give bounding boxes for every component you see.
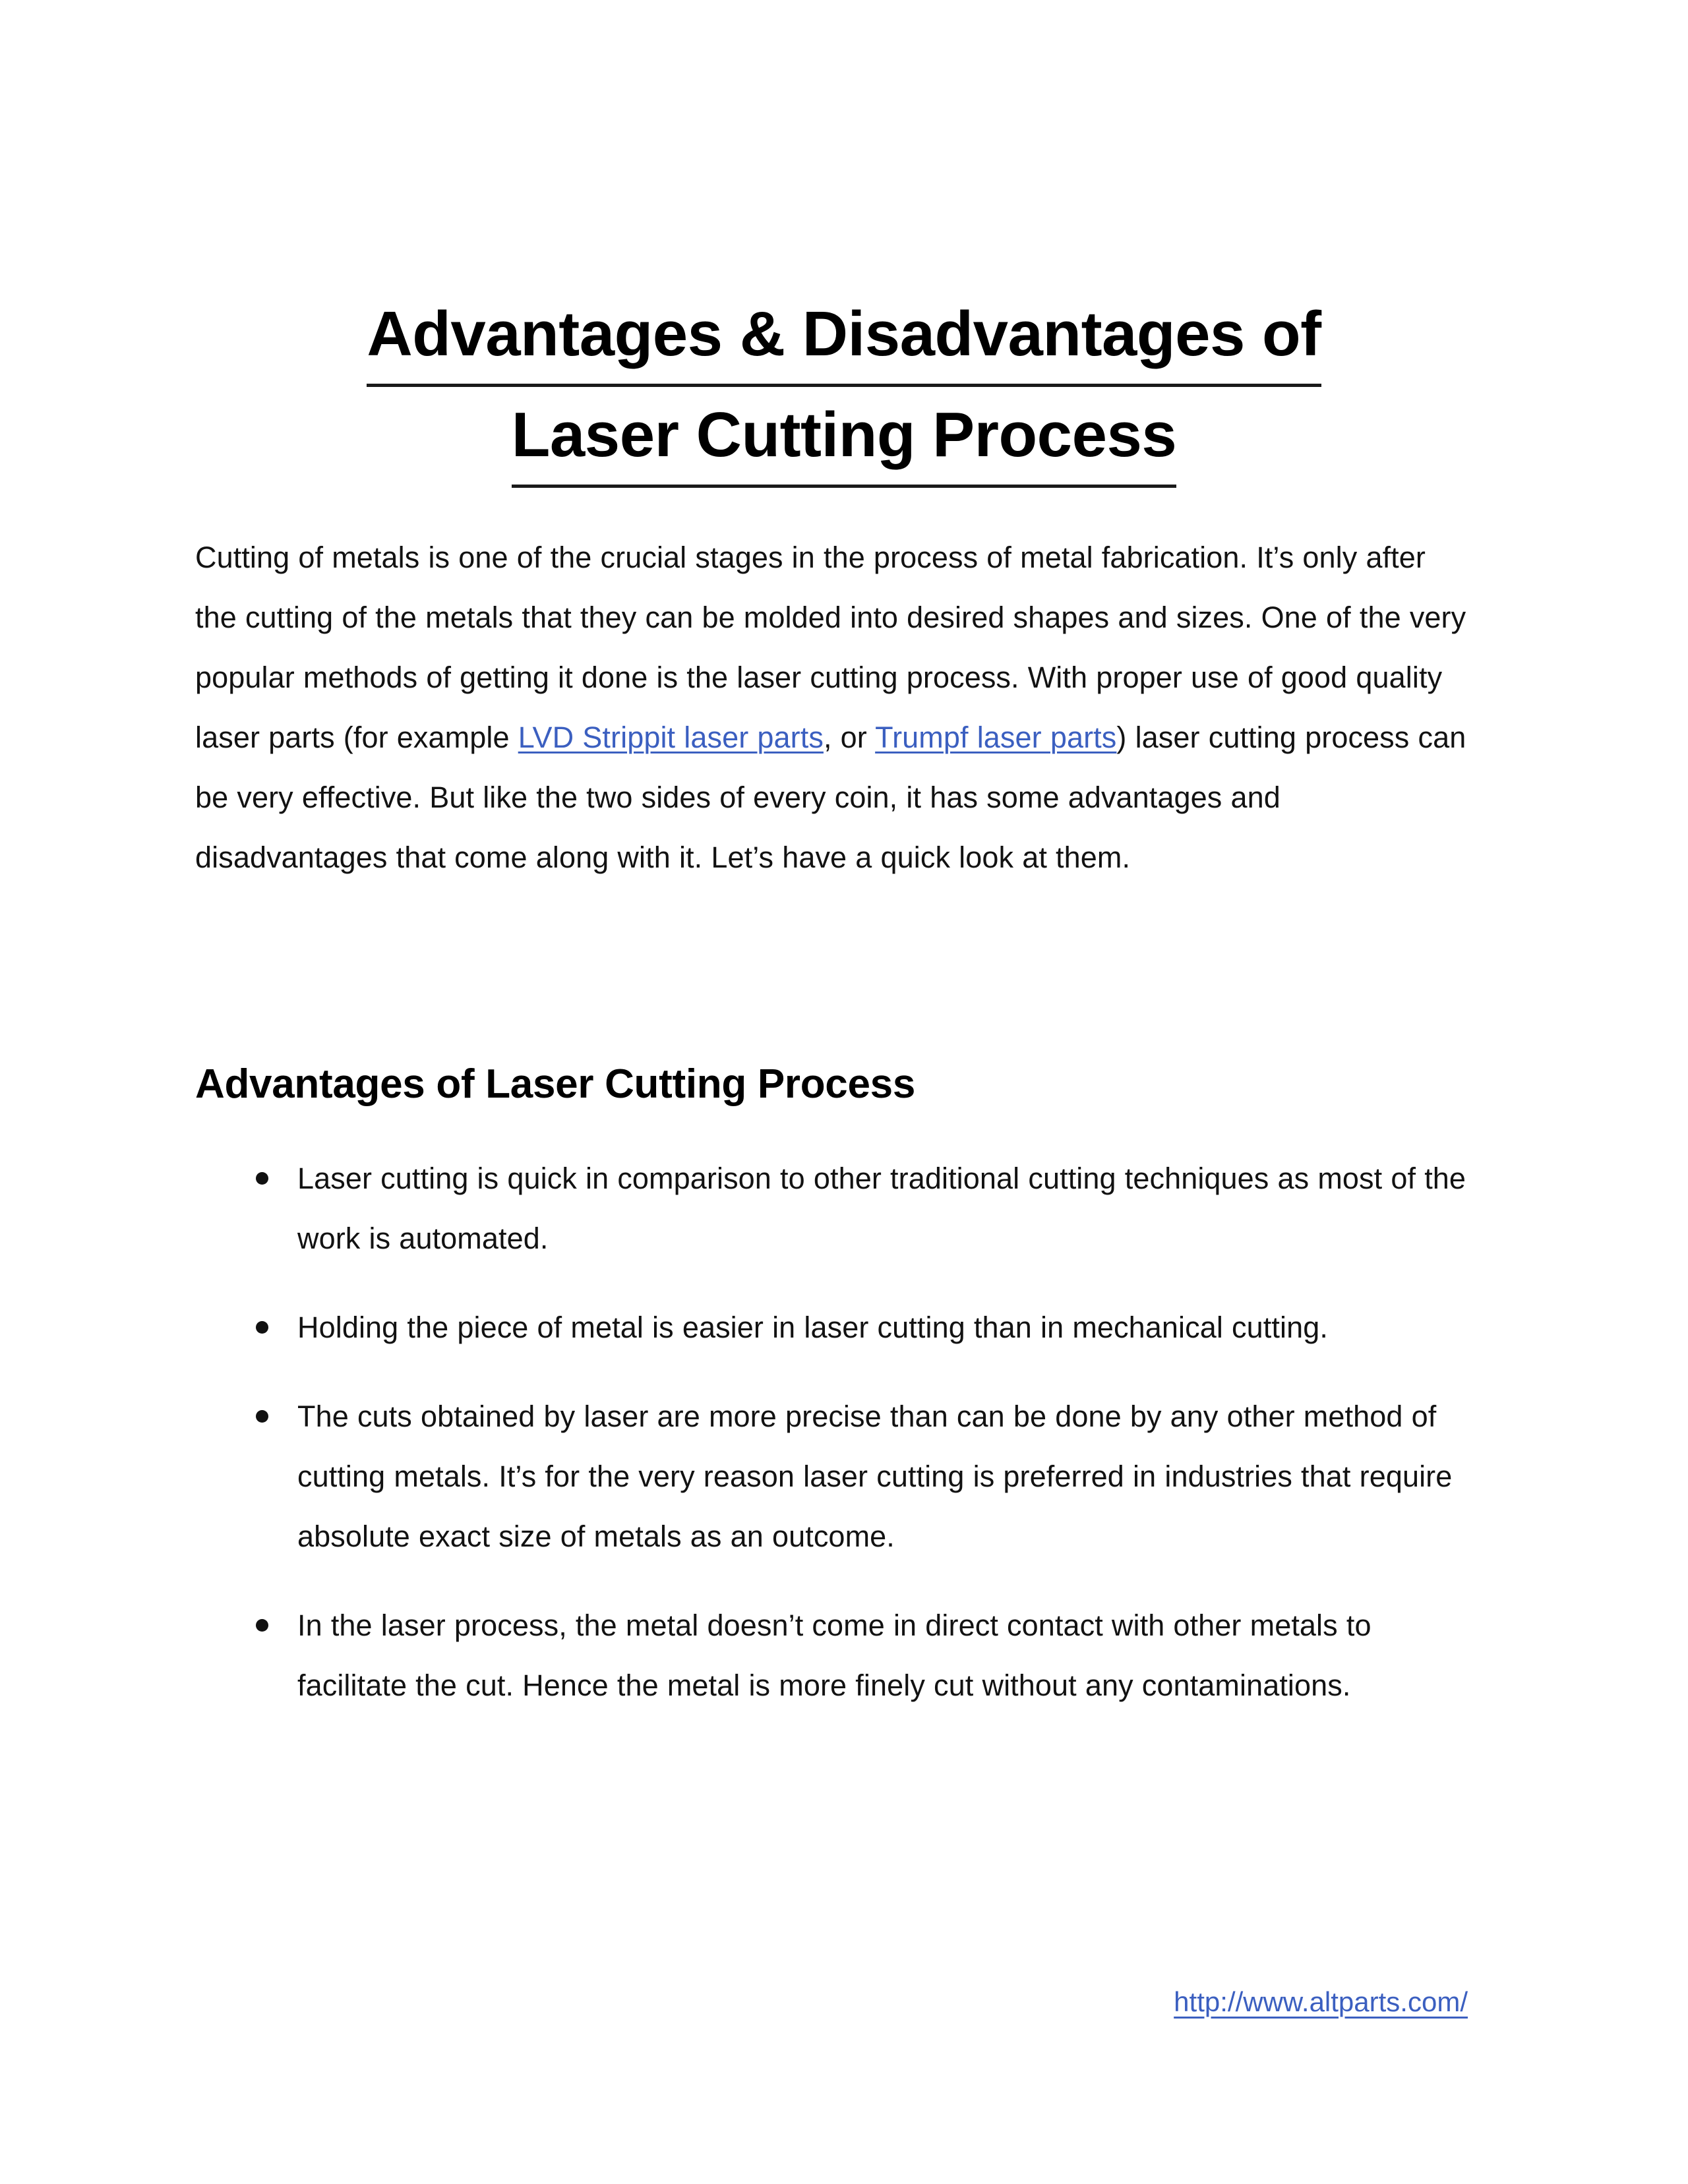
intro-text-part-2: , or: [823, 721, 876, 754]
list-item: [195, 1595, 1474, 1715]
list-item: [195, 1386, 1474, 1566]
bullet-dot-icon: [256, 1321, 268, 1334]
page-title-line-1: [198, 286, 1490, 387]
intro-paragraph: [195, 527, 1468, 887]
intro-text-part-1: Cutting of metals is one of the crucial stages in the process of metal fabrication. It’s only after the cutting of the metals that they can be molded into desired shapes and sizes. One of the very popular methods of getting it done is the laser cutting process. With proper use of good quality laser parts (for example: [195, 541, 1466, 754]
list-item-text: In the laser process, the metal doesn’t come in direct contact with other metals to facilitate the cut. Hence the metal is more finely cut without any contaminations.: [297, 1608, 1372, 1702]
list-item-text: The cuts obtained by laser are more precise than can be done by any other method of cutting metals. It’s for the very reason laser cutting is preferred in industries that require absolute exact size of metals as an outcome.: [297, 1400, 1453, 1553]
bullet-dot-icon: [256, 1172, 268, 1185]
list-item: [195, 1297, 1474, 1357]
link-lvd-strippit-laser-parts[interactable]: LVD Strippit laser parts: [518, 721, 824, 754]
footer-url-link[interactable]: http://www.altparts.com/: [1174, 1986, 1468, 2017]
bullet-dot-icon: [256, 1619, 268, 1632]
page-title-line-2: [198, 387, 1490, 488]
section-heading-advantages: Advantages of Laser Cutting Process: [195, 1061, 915, 1107]
list-item-text: Holding the piece of metal is easier in laser cutting than in mechanical cutting.: [297, 1311, 1328, 1344]
link-trumpf-laser-parts[interactable]: Trumpf laser parts: [875, 721, 1117, 754]
advantages-list: [195, 1148, 1474, 1715]
footer: [195, 1984, 1468, 2021]
list-item: [195, 1148, 1474, 1268]
page-title: [198, 286, 1490, 488]
intro-text-part-3: ) laser cutting process can be very effective. But like the two sides of every coin, it has some advantages and disadvantages that come along with it. Let’s have a quick look at them.: [195, 721, 1466, 874]
intro-paragraph-block: [195, 527, 1468, 887]
bullet-dot-icon: [256, 1410, 268, 1423]
list-item-text: Laser cutting is quick in comparison to other traditional cutting techniques as most of the work is automated.: [297, 1162, 1466, 1255]
page-title-line-2-text: Laser Cutting Process: [512, 387, 1176, 488]
page-title-line-1-text: Advantages & Disadvantages of: [367, 286, 1321, 387]
